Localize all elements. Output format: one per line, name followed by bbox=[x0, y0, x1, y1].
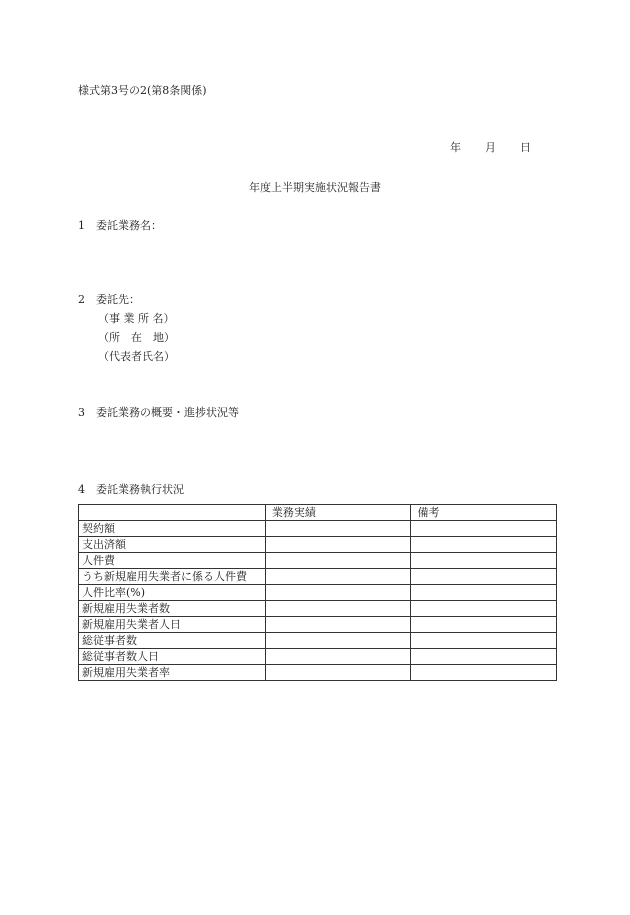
row-label: 新規雇用失業者人日 bbox=[79, 617, 266, 633]
remarks-cell[interactable] bbox=[411, 649, 557, 665]
date-day: 日 bbox=[520, 141, 531, 154]
results-cell[interactable] bbox=[265, 617, 411, 633]
remarks-cell[interactable] bbox=[411, 569, 557, 585]
results-cell[interactable] bbox=[265, 537, 411, 553]
date-month: 月 bbox=[485, 141, 496, 154]
date-line bbox=[450, 141, 531, 155]
section-1 bbox=[78, 219, 162, 233]
row-label: 総従事者数 bbox=[79, 633, 266, 649]
results-cell[interactable] bbox=[265, 649, 411, 665]
results-cell[interactable] bbox=[265, 553, 411, 569]
address-label: （所 在 地） bbox=[98, 331, 175, 344]
section-4 bbox=[78, 483, 184, 497]
section-label: 委託業務の概要・進捗状況等 bbox=[96, 406, 239, 419]
section-label: 委託先： bbox=[96, 293, 140, 306]
results-cell[interactable] bbox=[265, 633, 411, 649]
remarks-cell[interactable] bbox=[411, 553, 557, 569]
section-label: 委託業務名： bbox=[96, 219, 162, 232]
table-header-row bbox=[79, 505, 557, 521]
row-label: 契約額 bbox=[79, 521, 266, 537]
results-cell[interactable] bbox=[265, 585, 411, 601]
table-row bbox=[79, 617, 557, 633]
section-number: 2 bbox=[78, 293, 85, 306]
row-label: 支出済額 bbox=[79, 537, 266, 553]
remarks-cell[interactable] bbox=[411, 601, 557, 617]
section-2 bbox=[78, 293, 140, 307]
section-number: 1 bbox=[78, 219, 85, 232]
table-row bbox=[79, 537, 557, 553]
section-number: 3 bbox=[78, 406, 85, 419]
table-row bbox=[79, 585, 557, 601]
results-cell[interactable] bbox=[265, 521, 411, 537]
remarks-cell[interactable] bbox=[411, 633, 557, 649]
row-label: 人件比率(%) bbox=[79, 585, 266, 601]
row-label: 人件費 bbox=[79, 553, 266, 569]
header-results: 業務実績 bbox=[265, 505, 411, 521]
row-label: 新規雇用失業者数 bbox=[79, 601, 266, 617]
office-name-label: （事 業 所 名） bbox=[98, 312, 175, 325]
execution-status-table bbox=[78, 504, 557, 681]
document-title: 年度上半期実施状況報告書 bbox=[249, 181, 381, 194]
results-cell[interactable] bbox=[265, 665, 411, 681]
remarks-cell[interactable] bbox=[411, 585, 557, 601]
table-row bbox=[79, 649, 557, 665]
table-row bbox=[79, 633, 557, 649]
table-row bbox=[79, 569, 557, 585]
table-row bbox=[79, 521, 557, 537]
results-cell[interactable] bbox=[265, 601, 411, 617]
representative-label: （代表者氏名） bbox=[98, 350, 175, 363]
header-remarks: 備考 bbox=[411, 505, 557, 521]
table-row bbox=[79, 553, 557, 569]
section-3 bbox=[78, 406, 239, 420]
section-label: 委託業務執行状況 bbox=[96, 483, 184, 496]
remarks-cell[interactable] bbox=[411, 617, 557, 633]
row-label: うち新規雇用失業者に係る人件費 bbox=[79, 569, 266, 585]
table-row bbox=[79, 601, 557, 617]
remarks-cell[interactable] bbox=[411, 521, 557, 537]
header-blank bbox=[79, 505, 266, 521]
remarks-cell[interactable] bbox=[411, 537, 557, 553]
table-row bbox=[79, 665, 557, 681]
row-label: 総従事者数人日 bbox=[79, 649, 266, 665]
row-label: 新規雇用失業者率 bbox=[79, 665, 266, 681]
date-year: 年 bbox=[450, 141, 461, 154]
form-number: 様式第3号の2(第8条関係) bbox=[78, 84, 207, 97]
section-number: 4 bbox=[78, 483, 85, 496]
results-cell[interactable] bbox=[265, 569, 411, 585]
remarks-cell[interactable] bbox=[411, 665, 557, 681]
